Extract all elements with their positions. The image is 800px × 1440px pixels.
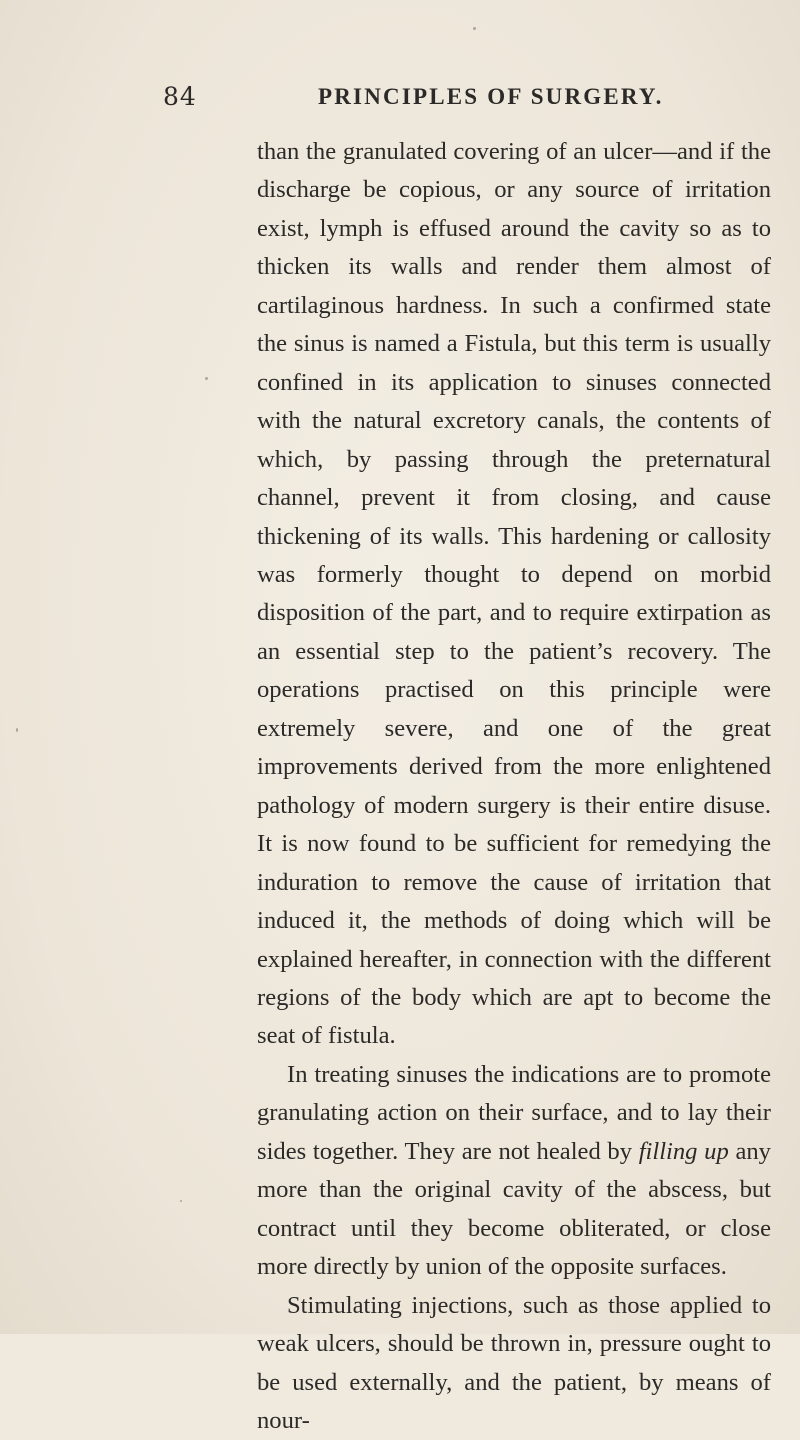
ink-speck: [205, 377, 208, 380]
ink-speck: [473, 27, 476, 30]
paragraph-text-end: any more than the original cavity of the abscess, but contract until they become obliterated, or close more directly by union of the opposite surfaces.: [257, 1137, 771, 1281]
running-head: PRINCIPLES OF SURGERY.: [318, 84, 664, 109]
page-number: 84: [163, 82, 197, 111]
paragraph-text-start: In treating sinuses the indications are to promote granulating action on their surface, and to lay their sides together. They are not healed by: [257, 1060, 771, 1165]
page-header: [163, 82, 723, 118]
ink-speck: [180, 1200, 182, 1202]
paragraph-injections: Stimulating injections, such as those applied to weak ulcers, should be thrown in, pressure ought to be used externally, and the patient, by means of nour-: [257, 1291, 771, 1434]
paragraph-fistula: than the granulated covering of an ulcer—and if the discharge be copious, or any source of irritation exist, lymph is effused around the cavity so as to thicken its walls and render them almost of cartilaginous hardness. In such a confirmed state the sinus is named a Fistula, but this term is usually confined in its application to sinuses connected with the natural excretory canals, the contents of which, by passing through the preternatural channel, prevent it from closing, and cause thickening of its walls. This hardening or callosity was formerly thought to depend on morbid disposition of the part, and to require extirpation as an essential step to the patient’s recovery. The operations practised on this principle were extremely severe, and one of the great improvements derived from the more enlightened pathology of modern surgery is their entire disuse. It is now found to be sufficient for remedying the induration to remove the cause of irritation that induced it, the methods of doing which will be explained hereafter, in connection with the different regions of the body which are apt to become the seat of fistula.: [257, 138, 771, 1050]
paragraph-treating-sinuses: [257, 1056, 771, 1287]
emphasis-filling-up: filling up: [638, 1137, 729, 1165]
body-text: [257, 133, 771, 1440]
ink-speck: [16, 728, 18, 732]
